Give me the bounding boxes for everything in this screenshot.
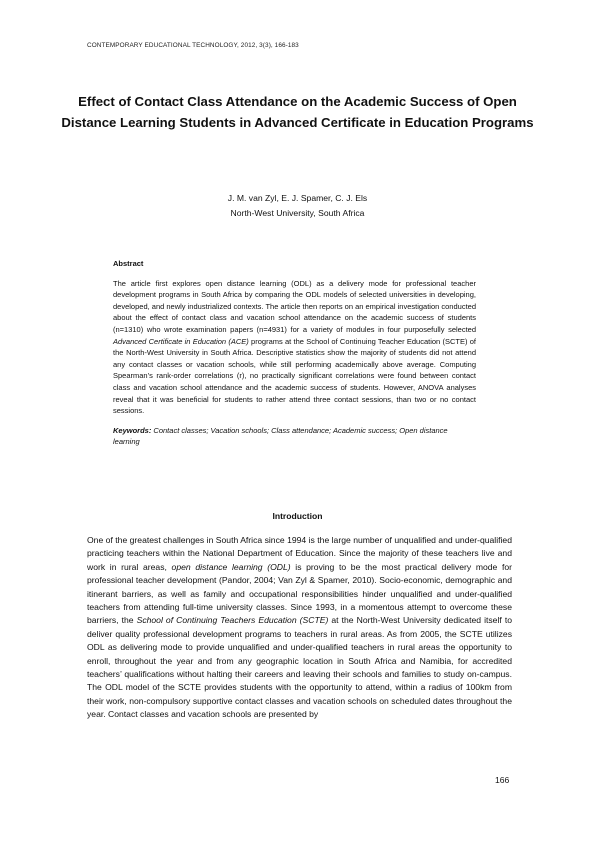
intro-text-1: One of the greatest challenges in South Africa since 1994 is the large number of unqualified and under-qualified practicing teachers within the National Department of Education. Since the majority of these teachers live and work in rural areas, [87,535,512,572]
intro-italic-odl: open distance learning (ODL) [171,561,291,572]
section-heading-introduction: Introduction [272,511,323,521]
running-head: CONTEMPORARY EDUCATIONAL TECHNOLOGY, 2012, 3(3), 166-183 [87,42,299,49]
abstract [113,258,476,448]
keywords [113,425,476,448]
abstract-text [113,278,476,417]
abstract-text-part-1: The article first explores open distance learning (ODL) as a delivery mode for professional teacher development programs in South Africa by comparing the ODL models of selected universities in developing, developed, and newly industrialized contexts. The article then reports on an empirical investigation conducted about the effect of contact class and vacation school attendance on the academic success of students (n=1310) who wrote examination papers (n=4931) for a variety of modules in four purposefully selected [113,278,476,334]
abstract-italic-program: Advanced Certificate in Education (ACE) [113,336,249,346]
keywords-list: Contact classes; Vacation schools; Class attendance; Academic success; Open distance learning [113,425,448,447]
introduction-paragraph [87,534,512,722]
intro-text-2: is proving to be the most practical delivery mode for professional teacher development (Pandor, 2004; Van Zyl & Spamer, 2010). Socio-economic, demographic and itinerant barriers, as well as family and occupational responsibilities hinder unqualified and under-qualified teachers from attending full-time university classes. Since 1993, in a momentous attempt to overcome these barriers, the [87,561,513,626]
intro-text-3: at the North-West University dedicated itself to deliver quality professional development programs to teachers in rural areas. As from 2005, the SCTE utilizes ODL as delivering mode to provide unqualified and under-qualified teachers in rural areas the opportunity to enroll, throughout the year and from any geographic location in South Africa and Namibia, for accredited teachers’ qualifications without halting their careers and leaving their schools and families to study on-campus. The ODL model of the SCTE provides students with the opportunity to attend, within a radius of 100km from their work, non-compulsory supportive contact classes and vacation schools on scheduled dates throughout the year. Contact classes and vacation schools are presented by [87,615,512,720]
authors: J. M. van Zyl, E. J. Spamer, C. J. Els [227,193,368,203]
abstract-heading: Abstract [113,259,144,268]
keywords-label: Keywords: [113,425,152,435]
intro-italic-scte: School of Continuing Teachers Education (SCTE) [136,615,329,626]
page-number: 166 [495,775,510,785]
paper-title: Effect of Contact Class Attendance on the Academic Success of Open Distance Learning Students in Advanced Certificate in Education Programs [61,94,534,130]
author-block [60,191,535,221]
abstract-text-part-2: programs at the School of Continuing Teacher Education (SCTE) of the North-West University in South Africa. Descriptive statistics show the majority of students did not attend any contact classes or vacation schools, while still performing academically above average. Computing Spearman’s rank-order correlations (r), no practically significant correlations were found between contact class and vacation school attendance and the academic success of students. However, ANOVA analyses reveal that it was beneficial for students to rather attend three contact sessions, than two or no contact sessions. [113,336,476,416]
affiliation: North-West University, South Africa [230,208,365,218]
